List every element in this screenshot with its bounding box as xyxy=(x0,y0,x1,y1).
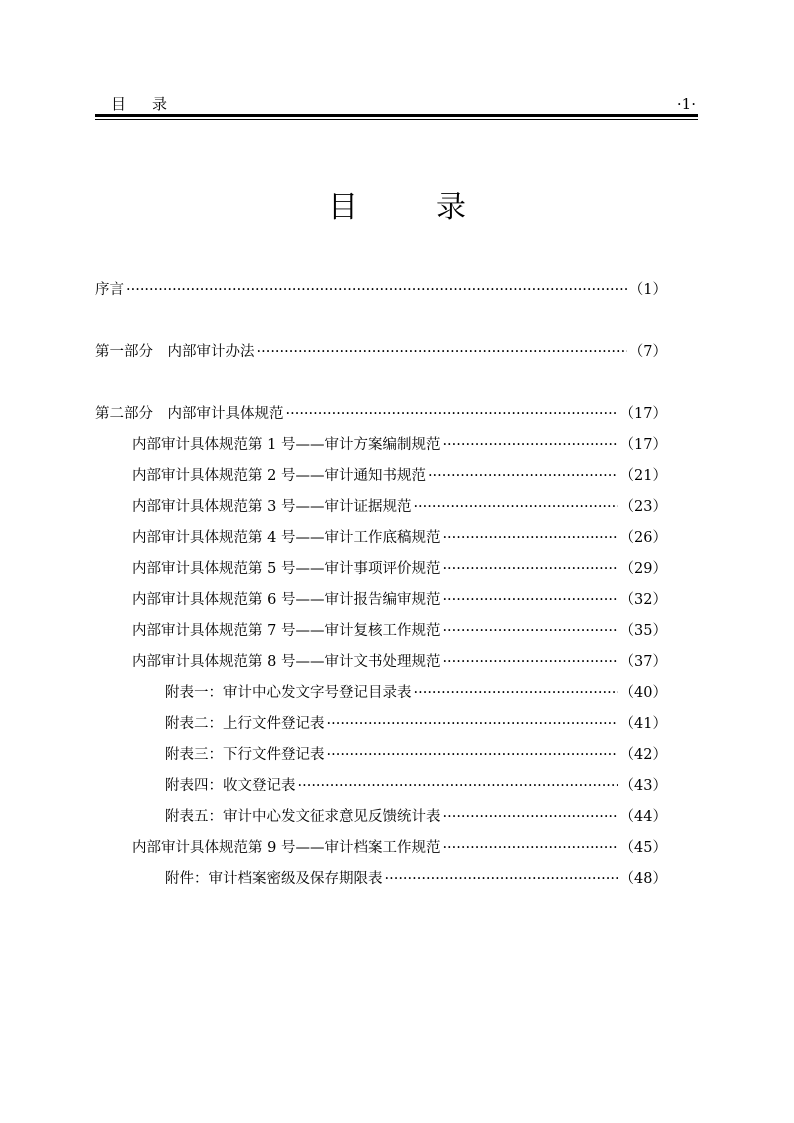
toc-entry[interactable] xyxy=(132,434,667,456)
toc-leader-dots xyxy=(126,279,627,301)
toc-entry-title: 附件：审计档案密级及保存期限表 xyxy=(165,871,383,887)
toc-leader-dots xyxy=(385,868,618,890)
toc-leader-dots xyxy=(442,620,617,642)
toc-entry-title: 附表五：审计中心发文征求意见反馈统计表 xyxy=(165,809,441,825)
toc-entry-title: 内部审计具体规范第 5 号——审计事项评价规范 xyxy=(132,561,441,577)
toc-leader-dots xyxy=(442,589,617,611)
toc-entry-page: （41） xyxy=(619,716,667,732)
toc-entry[interactable] xyxy=(165,806,667,828)
toc-leader-dots xyxy=(428,465,618,487)
toc-entry-title: 序言 xyxy=(95,282,124,298)
toc-entry-page: （7） xyxy=(628,344,667,360)
toc-entry-title: 附表一：审计中心发文字号登记目录表 xyxy=(165,685,412,701)
toc-leader-dots xyxy=(298,775,618,797)
toc-entry[interactable] xyxy=(95,341,667,363)
toc-entry-title: 内部审计具体规范第 3 号——审计证据规范 xyxy=(132,499,412,515)
toc-entry-page: （35） xyxy=(619,623,667,639)
toc-entry-title: 内部审计具体规范第 9 号——审计档案工作规范 xyxy=(132,840,441,856)
toc-entry-page: （42） xyxy=(619,747,667,763)
toc-entry[interactable] xyxy=(132,558,667,580)
toc-leader-dots xyxy=(442,434,617,456)
page-number: ·1· xyxy=(676,95,696,113)
toc-leader-dots xyxy=(327,713,618,735)
toc-entry[interactable] xyxy=(165,682,667,704)
toc-entry[interactable] xyxy=(132,837,667,859)
toc-leader-dots xyxy=(327,744,618,766)
toc-entry-page: （29） xyxy=(619,561,667,577)
toc-entry-page: （40） xyxy=(619,685,667,701)
toc-entry[interactable] xyxy=(132,527,667,549)
toc-leader-dots xyxy=(443,806,618,828)
toc-leader-dots xyxy=(286,403,618,425)
toc-entry-title: 第一部分 内部审计办法 xyxy=(95,344,255,360)
toc-entry[interactable] xyxy=(132,620,667,642)
toc-entry-page: （43） xyxy=(619,778,667,794)
toc-entry-page: （21） xyxy=(619,468,667,484)
toc-entry[interactable] xyxy=(132,651,667,673)
toc-entry[interactable] xyxy=(165,868,667,890)
page-title: 目录 xyxy=(328,190,544,225)
toc-entry-page: （48） xyxy=(619,871,667,887)
toc-entry-title: 内部审计具体规范第 8 号——审计文书处理规范 xyxy=(132,654,441,670)
toc-entry-page: （1） xyxy=(628,282,667,298)
toc-entry-title: 附表三：下行文件登记表 xyxy=(165,747,325,763)
toc-leader-dots xyxy=(442,651,617,673)
toc-entry[interactable] xyxy=(165,713,667,735)
toc-entry-title: 内部审计具体规范第 6 号——审计报告编审规范 xyxy=(132,592,441,608)
toc-leader-dots xyxy=(442,558,617,580)
toc-entry-page: （32） xyxy=(619,592,667,608)
toc-leader-dots xyxy=(257,341,627,363)
toc-entry[interactable] xyxy=(165,744,667,766)
toc-entry-title: 内部审计具体规范第 4 号——审计工作底稿规范 xyxy=(132,530,441,546)
toc-entry-page: （37） xyxy=(619,654,667,670)
toc-entry-page: （45） xyxy=(619,840,667,856)
toc-entry-title: 内部审计具体规范第 7 号——审计复核工作规范 xyxy=(132,623,441,639)
header-rule-thick xyxy=(95,114,698,117)
toc-entry[interactable] xyxy=(132,465,667,487)
toc-entry[interactable] xyxy=(95,279,667,301)
toc-leader-dots xyxy=(413,496,617,518)
toc-entry[interactable] xyxy=(95,403,667,425)
toc-entry-title: 内部审计具体规范第 1 号——审计方案编制规范 xyxy=(132,437,441,453)
header-rule-thin xyxy=(95,119,698,120)
toc-entry[interactable] xyxy=(132,589,667,611)
toc-entry-title: 附表四：收文登记表 xyxy=(165,778,296,794)
toc-entry-page: （23） xyxy=(619,499,667,515)
toc-entry[interactable] xyxy=(132,496,667,518)
toc-entry-title: 内部审计具体规范第 2 号——审计通知书规范 xyxy=(132,468,426,484)
toc-entry[interactable] xyxy=(165,775,667,797)
toc-entry-page: （17） xyxy=(619,406,667,422)
running-header-title: 目录 xyxy=(111,95,194,113)
toc-entry-page: （44） xyxy=(619,809,667,825)
toc-leader-dots xyxy=(442,837,617,859)
toc-entry-title: 第二部分 内部审计具体规范 xyxy=(95,406,284,422)
running-header xyxy=(95,94,698,114)
toc-entry-page: （26） xyxy=(619,530,667,546)
toc-entry-title: 附表二：上行文件登记表 xyxy=(165,716,325,732)
toc-leader-dots xyxy=(414,682,618,704)
toc-entry-page: （17） xyxy=(619,437,667,453)
toc-leader-dots xyxy=(442,527,617,549)
